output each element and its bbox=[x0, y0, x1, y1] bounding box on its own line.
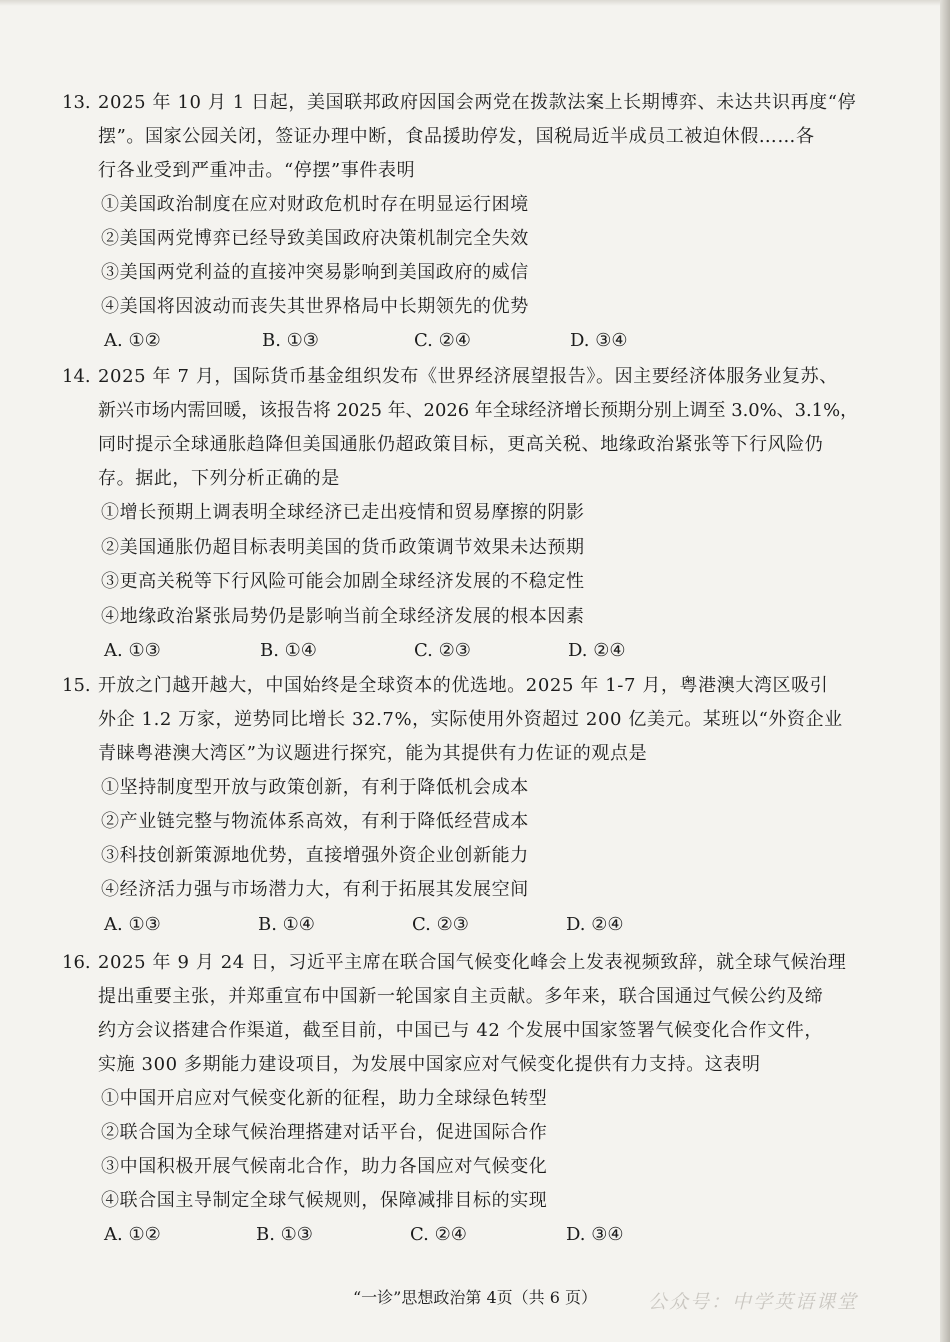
statement-item: ④地缘政治紧张局势仍是影响当前全球经济发展的根本因素 bbox=[101, 606, 585, 627]
statement-item: ④美国将因波动而丧失其世界格局中长期领先的优势 bbox=[101, 296, 529, 317]
statement-item: ①美国政治制度在应对财政危机时存在明显运行困境 bbox=[101, 194, 529, 215]
question-stem-line: 2025 年 10 月 1 日起，美国联邦政府因国会两党在拨款法案上长期博弈、未达共识再度“停 bbox=[98, 92, 857, 113]
question-stem-line: 新兴市场内需回暖，该报告将 2025 年、2026 年全球经济增长预期分别上调至 3.0%、3.1%， bbox=[98, 400, 858, 421]
statement-item: ①坚持制度型开放与政策创新，有利于降低机会成本 bbox=[101, 777, 529, 798]
answer-option-c: C. ②③ bbox=[412, 914, 469, 935]
question-number: 14. bbox=[62, 366, 91, 387]
question-stem-line: 青睐粤港澳大湾区”为议题进行探究，能为其提供有力佐证的观点是 bbox=[98, 743, 648, 764]
statement-item: ①中国开启应对气候变化新的征程，助力全球绿色转型 bbox=[101, 1088, 548, 1109]
answer-option-c: C. ②④ bbox=[414, 330, 471, 351]
question-stem-line: 实施 300 多期能力建设项目，为发展中国家应对气候变化提供有力支持。这表明 bbox=[98, 1054, 761, 1075]
answer-option-b: B. ①③ bbox=[262, 330, 319, 351]
answer-option-d: D. ③④ bbox=[566, 1224, 624, 1245]
answer-option-c: C. ②③ bbox=[414, 640, 471, 661]
question-stem-line: 同时提示全球通胀趋降但美国通胀仍超政策目标，更高关税、地缘政治紧张等下行风险仍 bbox=[98, 434, 824, 455]
watermark: 公众号：中学英语课堂 bbox=[648, 1291, 859, 1313]
answer-option-c: C. ②④ bbox=[410, 1224, 467, 1245]
page-right-shadow bbox=[940, 0, 950, 1342]
answer-option-d: D. ③④ bbox=[570, 330, 628, 351]
question-number: 15. bbox=[62, 675, 91, 696]
statement-item: ②联合国为全球气候治理搭建对话平台，促进国际合作 bbox=[101, 1122, 548, 1143]
page-top-shadow bbox=[0, 0, 950, 6]
answer-option-a: A. ①② bbox=[104, 1224, 161, 1245]
statement-item: ②美国两党博弈已经导致美国政府决策机制完全失效 bbox=[101, 228, 529, 249]
statement-item: ④经济活力强与市场潜力大，有利于拓展其发展空间 bbox=[101, 879, 529, 900]
question-stem-line: 2025 年 9 月 24 日，习近平主席在联合国气候变化峰会上发表视频致辞，就全球气候治理 bbox=[98, 952, 847, 973]
answer-option-d: D. ②④ bbox=[568, 640, 626, 661]
answer-option-a: A. ①③ bbox=[104, 640, 161, 661]
page-footer: “一诊”思想政治第 4页（共 6 页） bbox=[353, 1288, 597, 1307]
question-stem-line: 2025 年 7 月，国际货币基金组织发布《世界经济展望报告》。因主要经济体服务业复苏、 bbox=[98, 366, 838, 387]
statement-item: ④联合国主导制定全球气候规则，保障减排目标的实现 bbox=[101, 1190, 548, 1211]
answer-option-a: A. ①③ bbox=[104, 914, 161, 935]
answer-option-b: B. ①④ bbox=[260, 640, 317, 661]
question-stem-line: 存。据此，下列分析正确的是 bbox=[98, 468, 340, 489]
statement-item: ②产业链完整与物流体系高效，有利于降低经营成本 bbox=[101, 811, 529, 832]
statement-item: ③中国积极开展气候南北合作，助力各国应对气候变化 bbox=[101, 1156, 548, 1177]
question-stem-line: 外企 1.2 万家，逆势同比增长 32.7%，实际使用外资超过 200 亿美元。某班以“外资企业 bbox=[98, 709, 843, 730]
question-stem-line: 约方会议搭建合作渠道，截至目前，中国已与 42 个发展中国家签署气候变化合作文件， bbox=[98, 1020, 823, 1041]
answer-option-a: A. ①② bbox=[104, 330, 161, 351]
answer-option-d: D. ②④ bbox=[566, 914, 624, 935]
statement-item: ③科技创新策源地优势，直接增强外资企业创新能力 bbox=[101, 845, 529, 866]
question-stem-line: 提出重要主张，并郑重宣布中国新一轮国家自主贡献。多年来，联合国通过气候公约及缔 bbox=[98, 986, 824, 1007]
statement-item: ②美国通胀仍超目标表明美国的货币政策调节效果未达预期 bbox=[101, 537, 585, 558]
question-number: 16. bbox=[62, 952, 91, 973]
answer-option-b: B. ①④ bbox=[258, 914, 315, 935]
statement-item: ③美国两党利益的直接冲突易影响到美国政府的威信 bbox=[101, 262, 529, 283]
question-stem-line: 摆”。国家公园关闭，签证办理中断，食品援助停发，国税局近半成员工被迫休假……各 bbox=[98, 126, 815, 147]
question-stem-line: 开放之门越开越大，中国始终是全球资本的优选地。2025 年 1-7 月，粤港澳大湾区吸引 bbox=[98, 675, 829, 696]
question-number: 13. bbox=[62, 92, 91, 113]
statement-item: ③更高关税等下行风险可能会加剧全球经济发展的不稳定性 bbox=[101, 571, 585, 592]
question-stem-line: 行各业受到严重冲击。“停摆”事件表明 bbox=[98, 160, 416, 181]
answer-option-b: B. ①③ bbox=[256, 1224, 313, 1245]
statement-item: ①增长预期上调表明全球经济已走出疫情和贸易摩擦的阴影 bbox=[101, 502, 585, 523]
